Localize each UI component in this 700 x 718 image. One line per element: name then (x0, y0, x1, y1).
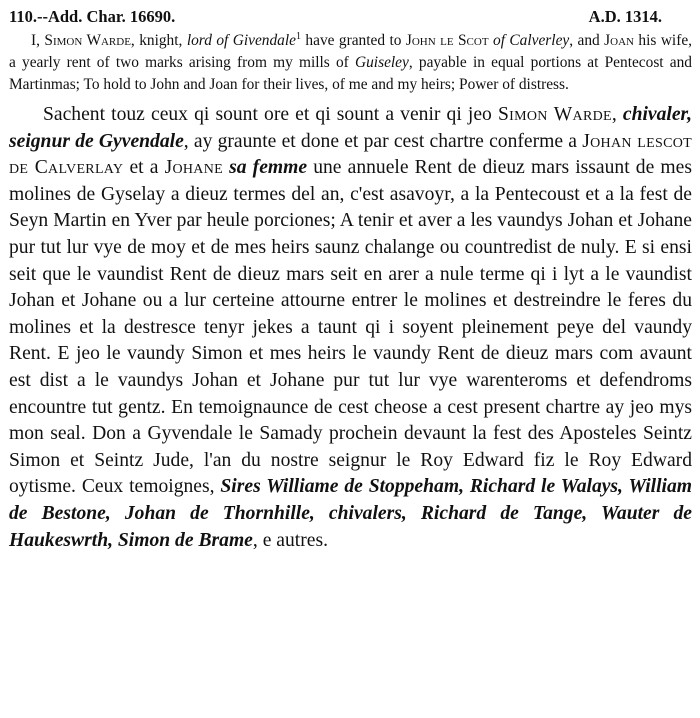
summary-text: have granted to (300, 32, 406, 49)
charter-name-johane: Johane (164, 157, 223, 179)
summary-text: I, (31, 32, 45, 49)
summary-text: , and (569, 32, 605, 49)
summary-place-guiseley: Guiseley (355, 54, 409, 71)
charter-text-run: , (611, 104, 623, 125)
charter-text-run: , ay graunte et done et par cest chartre conferme a (183, 130, 583, 152)
charter-text-run: Sachent touz ceux qi sount ore et qi sount a venir qi jeo (43, 104, 498, 125)
charter-number: 110.--Add. Char. 16690. (9, 7, 176, 26)
charter-witness-list: Sires Williame de Stoppeham, Richard le Walays, William de Bestone, Johan de Thornhille, chivalers, Richard de Tange, Wauter de Haukeswrth, Simon de Brame (9, 476, 693, 551)
summary-place-calverley: of Calverley (493, 32, 570, 49)
summary-name-joan: Joan (604, 32, 634, 49)
english-summary (9, 30, 692, 96)
summary-title-givendale: lord of Givendale (186, 32, 296, 49)
charter-text (9, 102, 692, 554)
summary-text: , knight, (130, 32, 187, 49)
charter-name-johan-lescot: Johan lescot de Calverlay (9, 130, 692, 179)
charter-title-gyvendale: chivaler, seignur de Gyvendale (9, 104, 692, 152)
summary-text: his wife, a yearly rent of two marks arising from my mills of (9, 32, 693, 71)
footnote-marker: 1 (295, 30, 301, 42)
summary-name-simon-warde: Simon Warde (44, 32, 131, 49)
charter-heading (9, 6, 692, 30)
charter-text-run: une annuele Rent de dieuz mars issaunt de mes molines de Gyselay a dieuz termes del an, c'est asavoyr, a la Pentecoust et a la fest de Seyn Martin en Yver par heule porciones; A tenir et aver a les vaundys Johan et Johane pur tut lur vye de moy et de mes heirs saunz chalange ou countredist de nuly. E si ensi seit que le vaundist Rent de dieuz mars seit en arer a nule terme qi i lyt a le vaundist Johan et Johane ou a lur certeine attourne entrer le molines et destreindre le feres du molines et la destresce tenyr jekes a taunt qi i soyent pleinement peye del vaundy Rent. E jeo le vaundy Simon et mes heirs le vaundy Rent de dieuz mars com avaunt est dist a le vaundys Johan et Johane pur tut lur vye warenteroms et defendroms encountre tut gentz. En temoignaunce de cest cheose a cest present chartre ay jeo mys mon seal. Don a Gyvendale le Samady prochein devaunt la fest des Aposteles Seintz Simon et Seintz Jude, l'an du nostre seignur le Roy Edward fiz le Roy Edward oytisme. Ceux temoignes, (9, 157, 692, 498)
charter-name-simon-warde: Simon Warde (497, 104, 612, 125)
summary-name-john-le-scot: John le Scot (405, 32, 489, 49)
charter-text-run: , e autres. (252, 529, 328, 551)
summary-text: , payable in equal portions at Pentecost and Martinmas; To hold to John and Joan for their lives, of me and my heirs; Power of distress. (9, 54, 693, 93)
charter-text-run: et a (123, 157, 165, 179)
charter-date: A.D. 1314. (588, 7, 662, 26)
charter-phrase-sa-femme: sa femme (229, 157, 308, 179)
